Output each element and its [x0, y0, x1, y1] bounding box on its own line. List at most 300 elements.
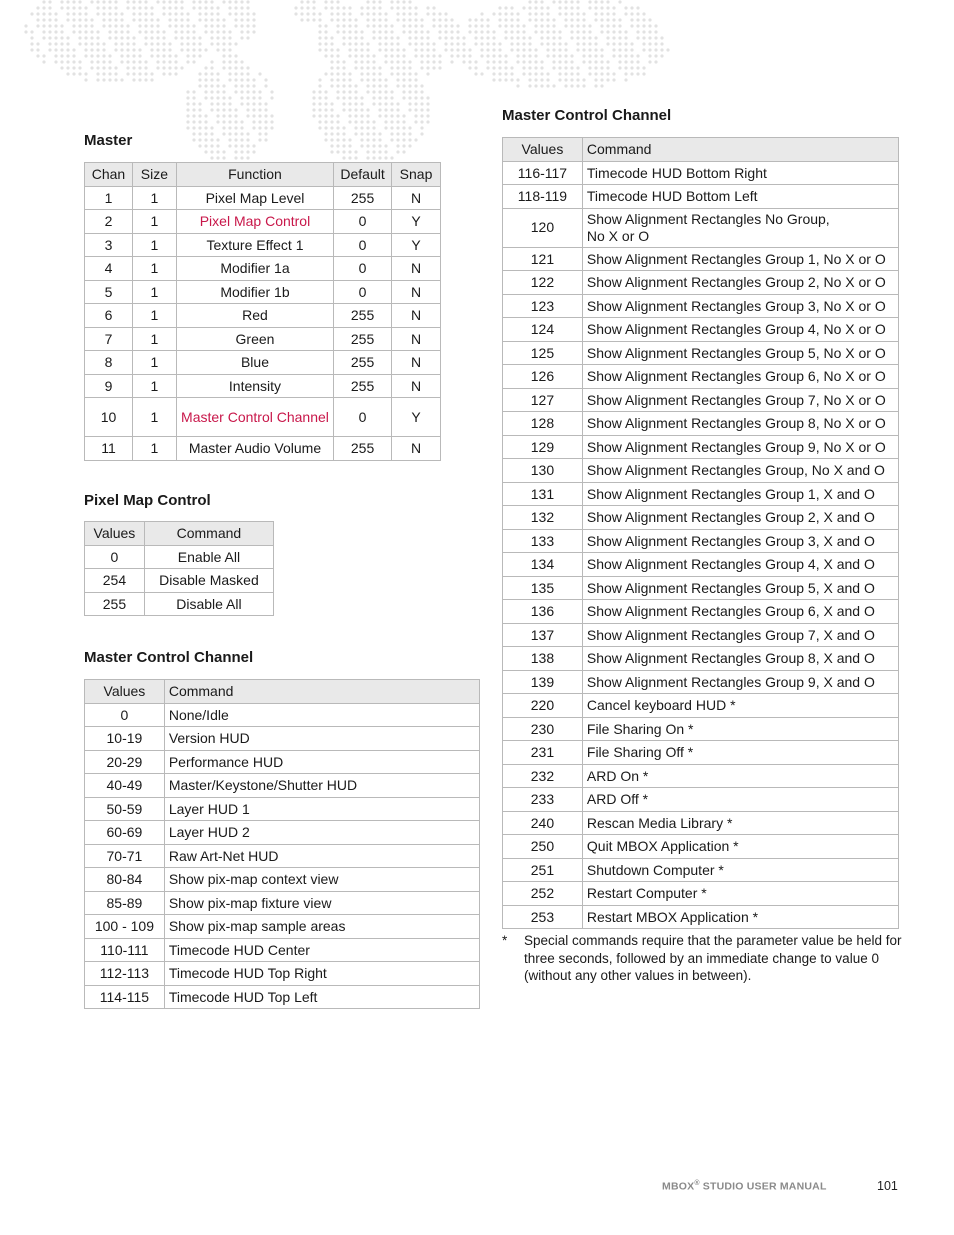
- map-dot: [306, 12, 309, 15]
- map-dot: [474, 36, 477, 39]
- column-header: Default: [334, 163, 392, 187]
- map-dot: [330, 108, 333, 111]
- map-dot: [492, 12, 495, 15]
- map-dot: [180, 36, 183, 39]
- map-dot: [330, 12, 333, 15]
- map-dot: [474, 60, 477, 63]
- map-dot: [576, 24, 579, 27]
- table-cell: 139: [503, 670, 583, 694]
- map-dot: [594, 66, 597, 69]
- map-dot: [204, 150, 207, 153]
- map-dot: [234, 126, 237, 129]
- map-dot: [426, 48, 429, 51]
- table-cell: 250: [503, 835, 583, 859]
- map-dot: [366, 6, 369, 9]
- map-dot: [552, 0, 555, 3]
- table-cell: Intensity: [176, 374, 333, 398]
- map-dot: [324, 36, 327, 39]
- map-dot: [324, 48, 327, 51]
- table-cell: Show Alignment Rectangles Group 2, No X or O: [582, 271, 898, 295]
- map-dot: [390, 42, 393, 45]
- map-dot: [240, 144, 243, 147]
- map-dot: [588, 54, 591, 57]
- map-dot: [216, 102, 219, 105]
- map-dot: [228, 132, 231, 135]
- table-cell: 80-84: [85, 868, 165, 892]
- map-dot: [234, 18, 237, 21]
- map-dot: [96, 72, 99, 75]
- map-dot: [42, 24, 45, 27]
- map-dot: [540, 60, 543, 63]
- map-dot: [516, 42, 519, 45]
- map-dot: [612, 24, 615, 27]
- map-dot: [24, 30, 27, 33]
- map-dot: [558, 78, 561, 81]
- map-dot: [384, 90, 387, 93]
- table-cell: 116-117: [503, 161, 583, 185]
- map-dot: [534, 0, 537, 3]
- map-dot: [42, 54, 45, 57]
- map-dot: [630, 66, 633, 69]
- map-dot: [126, 30, 129, 33]
- map-dot: [420, 126, 423, 129]
- map-dot: [168, 0, 171, 3]
- map-dot: [450, 36, 453, 39]
- map-dot: [606, 18, 609, 21]
- table-cell: 137: [503, 623, 583, 647]
- map-dot: [366, 120, 369, 123]
- map-dot: [210, 42, 213, 45]
- map-dot: [258, 90, 261, 93]
- map-dot: [612, 72, 615, 75]
- map-dot: [642, 36, 645, 39]
- table-row: [85, 962, 480, 986]
- map-dot: [84, 12, 87, 15]
- table-cell: Show Alignment Rectangles Group 8, No X or O: [582, 412, 898, 436]
- table-cell: ARD Off *: [582, 788, 898, 812]
- map-dot: [348, 144, 351, 147]
- map-dot: [510, 78, 513, 81]
- map-dot: [192, 108, 195, 111]
- map-dot: [600, 12, 603, 15]
- map-dot: [192, 60, 195, 63]
- table-cell: 253: [503, 905, 583, 929]
- map-dot: [354, 24, 357, 27]
- map-dot: [48, 0, 51, 3]
- map-dot: [204, 84, 207, 87]
- map-dot: [576, 48, 579, 51]
- map-dot: [114, 0, 117, 3]
- map-dot: [234, 84, 237, 87]
- map-dot: [210, 108, 213, 111]
- table-cell: Raw Art-Net HUD: [164, 844, 479, 868]
- map-dot: [372, 132, 375, 135]
- map-dot: [336, 60, 339, 63]
- map-dot: [264, 84, 267, 87]
- map-dot: [234, 150, 237, 153]
- map-dot: [342, 66, 345, 69]
- map-dot: [330, 54, 333, 57]
- map-dot: [390, 66, 393, 69]
- map-dot: [90, 30, 93, 33]
- map-dot: [546, 18, 549, 21]
- map-dot: [366, 66, 369, 69]
- table-row: [503, 412, 899, 436]
- map-dot: [66, 36, 69, 39]
- map-dot: [216, 78, 219, 81]
- table-row: [503, 717, 899, 741]
- map-dot: [546, 12, 549, 15]
- map-dot: [414, 72, 417, 75]
- table-cell: 0: [85, 545, 145, 569]
- map-dot: [408, 18, 411, 21]
- map-dot: [324, 54, 327, 57]
- map-dot: [180, 24, 183, 27]
- map-dot: [378, 150, 381, 153]
- map-dot: [576, 72, 579, 75]
- map-dot: [336, 96, 339, 99]
- map-dot: [72, 24, 75, 27]
- map-dot: [342, 18, 345, 21]
- map-dot: [432, 66, 435, 69]
- map-dot: [348, 90, 351, 93]
- map-dot: [60, 24, 63, 27]
- map-dot: [228, 120, 231, 123]
- map-dot: [522, 42, 525, 45]
- map-dot: [222, 132, 225, 135]
- map-dot: [552, 84, 555, 87]
- map-dot: [396, 108, 399, 111]
- table-cell: Show Alignment Rectangles Group 7, X and O: [582, 623, 898, 647]
- map-dot: [234, 6, 237, 9]
- map-dot: [402, 150, 405, 153]
- map-dot: [108, 60, 111, 63]
- map-dot: [102, 24, 105, 27]
- map-dot: [210, 66, 213, 69]
- map-dot: [54, 60, 57, 63]
- map-dot: [222, 24, 225, 27]
- map-dot: [576, 0, 579, 3]
- map-dot: [588, 72, 591, 75]
- map-dot: [150, 36, 153, 39]
- map-dot: [330, 36, 333, 39]
- map-dot: [42, 18, 45, 21]
- table-row: [503, 482, 899, 506]
- map-dot: [540, 78, 543, 81]
- table-cell: 1: [132, 210, 176, 234]
- table-cell: Green: [176, 327, 333, 351]
- map-dot: [252, 90, 255, 93]
- map-dot: [414, 30, 417, 33]
- map-dot: [402, 90, 405, 93]
- table-cell: Texture Effect 1: [176, 233, 333, 257]
- table-cell: 1: [132, 304, 176, 328]
- footnote-marker: *: [502, 933, 508, 948]
- map-dot: [78, 18, 81, 21]
- map-dot: [216, 90, 219, 93]
- map-dot: [192, 48, 195, 51]
- map-dot: [330, 120, 333, 123]
- map-dot: [390, 138, 393, 141]
- map-dot: [540, 72, 543, 75]
- map-dot: [552, 66, 555, 69]
- map-dot: [630, 24, 633, 27]
- map-dot: [96, 78, 99, 81]
- map-dot: [156, 42, 159, 45]
- map-dot: [666, 48, 669, 51]
- map-dot: [318, 18, 321, 21]
- map-dot: [246, 12, 249, 15]
- map-dot: [414, 120, 417, 123]
- table-cell: 122: [503, 271, 583, 295]
- map-dot: [216, 12, 219, 15]
- map-dot: [192, 54, 195, 57]
- map-dot: [396, 6, 399, 9]
- map-dot: [120, 54, 123, 57]
- map-dot: [252, 96, 255, 99]
- map-dot: [174, 54, 177, 57]
- map-dot: [240, 120, 243, 123]
- map-dot: [432, 18, 435, 21]
- table-cell: 126: [503, 365, 583, 389]
- map-dot: [420, 42, 423, 45]
- map-dot: [228, 114, 231, 117]
- map-dot: [594, 42, 597, 45]
- map-dot: [636, 66, 639, 69]
- footer-manual-name: STUDIO USER MANUAL: [699, 1180, 827, 1193]
- map-dot: [252, 30, 255, 33]
- map-dot: [378, 84, 381, 87]
- map-dot: [144, 66, 147, 69]
- map-dot: [318, 12, 321, 15]
- map-dot: [420, 132, 423, 135]
- map-dot: [390, 102, 393, 105]
- map-dot: [168, 6, 171, 9]
- map-dot: [480, 36, 483, 39]
- map-dot: [36, 12, 39, 15]
- map-dot: [126, 60, 129, 63]
- map-dot: [408, 132, 411, 135]
- table-cell: 10: [85, 398, 133, 437]
- map-dot: [210, 126, 213, 129]
- map-dot: [42, 36, 45, 39]
- map-dot: [168, 54, 171, 57]
- table-cell: 1: [132, 233, 176, 257]
- map-dot: [624, 36, 627, 39]
- map-dot: [84, 18, 87, 21]
- map-dot: [216, 36, 219, 39]
- map-dot: [378, 96, 381, 99]
- column-header: Command: [164, 680, 479, 704]
- table-cell: Show Alignment Rectangles Group 7, No X or O: [582, 388, 898, 412]
- map-dot: [414, 48, 417, 51]
- map-dot: [330, 132, 333, 135]
- table-cell: 4: [85, 257, 133, 281]
- map-dot: [402, 18, 405, 21]
- map-dot: [330, 6, 333, 9]
- map-dot: [144, 0, 147, 3]
- map-dot: [108, 54, 111, 57]
- map-dot: [186, 90, 189, 93]
- map-dot: [360, 66, 363, 69]
- map-dot: [114, 48, 117, 51]
- map-dot: [618, 54, 621, 57]
- map-dot: [222, 90, 225, 93]
- map-dot: [462, 48, 465, 51]
- table-cell: Layer HUD 1: [164, 797, 479, 821]
- map-dot: [612, 42, 615, 45]
- map-dot: [210, 150, 213, 153]
- map-dot: [576, 78, 579, 81]
- map-dot: [192, 132, 195, 135]
- map-dot: [72, 0, 75, 3]
- map-dot: [36, 18, 39, 21]
- map-dot: [258, 132, 261, 135]
- map-dot: [468, 60, 471, 63]
- map-dot: [342, 6, 345, 9]
- table-cell: 231: [503, 741, 583, 765]
- map-dot: [354, 120, 357, 123]
- map-dot: [246, 78, 249, 81]
- map-dot: [492, 78, 495, 81]
- map-dot: [444, 48, 447, 51]
- map-dot: [456, 42, 459, 45]
- table-cell: N: [392, 327, 441, 351]
- map-dot: [264, 120, 267, 123]
- map-dot: [390, 126, 393, 129]
- map-dot: [180, 6, 183, 9]
- map-dot: [216, 138, 219, 141]
- map-dot: [426, 36, 429, 39]
- map-dot: [348, 108, 351, 111]
- map-dot: [384, 150, 387, 153]
- map-dot: [462, 36, 465, 39]
- map-dot: [48, 12, 51, 15]
- map-dot: [330, 144, 333, 147]
- map-dot: [624, 60, 627, 63]
- map-dot: [504, 54, 507, 57]
- table-cell: Pixel Map Control: [176, 210, 333, 234]
- table-cell: 1: [132, 280, 176, 304]
- map-dot: [372, 60, 375, 63]
- map-dot: [336, 78, 339, 81]
- map-dot: [354, 150, 357, 153]
- map-dot: [228, 42, 231, 45]
- map-dot: [396, 42, 399, 45]
- map-dot: [324, 126, 327, 129]
- map-dot: [366, 72, 369, 75]
- map-dot: [204, 0, 207, 3]
- map-dot: [330, 84, 333, 87]
- table-cell: Timecode HUD Top Right: [164, 962, 479, 986]
- map-dot: [234, 138, 237, 141]
- map-dot: [558, 72, 561, 75]
- map-dot: [72, 54, 75, 57]
- map-dot: [78, 60, 81, 63]
- map-dot: [336, 24, 339, 27]
- map-dot: [402, 132, 405, 135]
- map-dot: [330, 66, 333, 69]
- map-dot: [552, 48, 555, 51]
- map-dot: [564, 12, 567, 15]
- map-dot: [594, 18, 597, 21]
- map-dot: [132, 66, 135, 69]
- map-dot: [540, 6, 543, 9]
- map-dot: [528, 60, 531, 63]
- map-dot: [450, 60, 453, 63]
- map-dot: [576, 42, 579, 45]
- map-dot: [336, 6, 339, 9]
- map-dot: [120, 24, 123, 27]
- map-dot: [210, 102, 213, 105]
- map-dot: [390, 156, 393, 159]
- map-dot: [60, 30, 63, 33]
- map-dot: [102, 66, 105, 69]
- map-dot: [180, 18, 183, 21]
- map-dot: [336, 126, 339, 129]
- map-dot: [366, 132, 369, 135]
- table-cell: Timecode HUD Bottom Left: [582, 185, 898, 209]
- table-cell: Y: [392, 233, 441, 257]
- map-dot: [210, 30, 213, 33]
- footer-manual-title: [662, 1180, 827, 1193]
- map-dot: [240, 150, 243, 153]
- map-dot: [660, 54, 663, 57]
- column-header: Chan: [85, 163, 133, 187]
- map-dot: [84, 30, 87, 33]
- map-dot: [510, 18, 513, 21]
- table-row: [85, 304, 441, 328]
- map-dot: [312, 6, 315, 9]
- table-cell: 40-49: [85, 774, 165, 798]
- map-dot: [264, 138, 267, 141]
- map-dot: [204, 72, 207, 75]
- map-dot: [132, 36, 135, 39]
- map-dot: [240, 138, 243, 141]
- table-cell: 10-19: [85, 727, 165, 751]
- map-dot: [144, 6, 147, 9]
- map-dot: [516, 84, 519, 87]
- map-dot: [336, 66, 339, 69]
- map-dot: [138, 60, 141, 63]
- map-dot: [318, 24, 321, 27]
- map-dot: [432, 48, 435, 51]
- map-dot: [258, 108, 261, 111]
- map-dot: [378, 138, 381, 141]
- map-dot: [270, 96, 273, 99]
- map-dot: [204, 138, 207, 141]
- map-dot: [528, 78, 531, 81]
- map-dot: [564, 78, 567, 81]
- map-dot: [72, 66, 75, 69]
- map-dot: [336, 90, 339, 93]
- table-row: [85, 985, 480, 1009]
- table-row: [503, 576, 899, 600]
- map-dot: [42, 60, 45, 63]
- map-dot: [504, 30, 507, 33]
- map-dot: [228, 30, 231, 33]
- map-dot: [570, 54, 573, 57]
- map-dot: [72, 60, 75, 63]
- map-dot: [636, 60, 639, 63]
- map-dot: [480, 72, 483, 75]
- map-dot: [84, 42, 87, 45]
- map-dot: [324, 24, 327, 27]
- map-dot: [378, 66, 381, 69]
- map-dot: [60, 6, 63, 9]
- map-dot: [96, 66, 99, 69]
- map-dot: [426, 66, 429, 69]
